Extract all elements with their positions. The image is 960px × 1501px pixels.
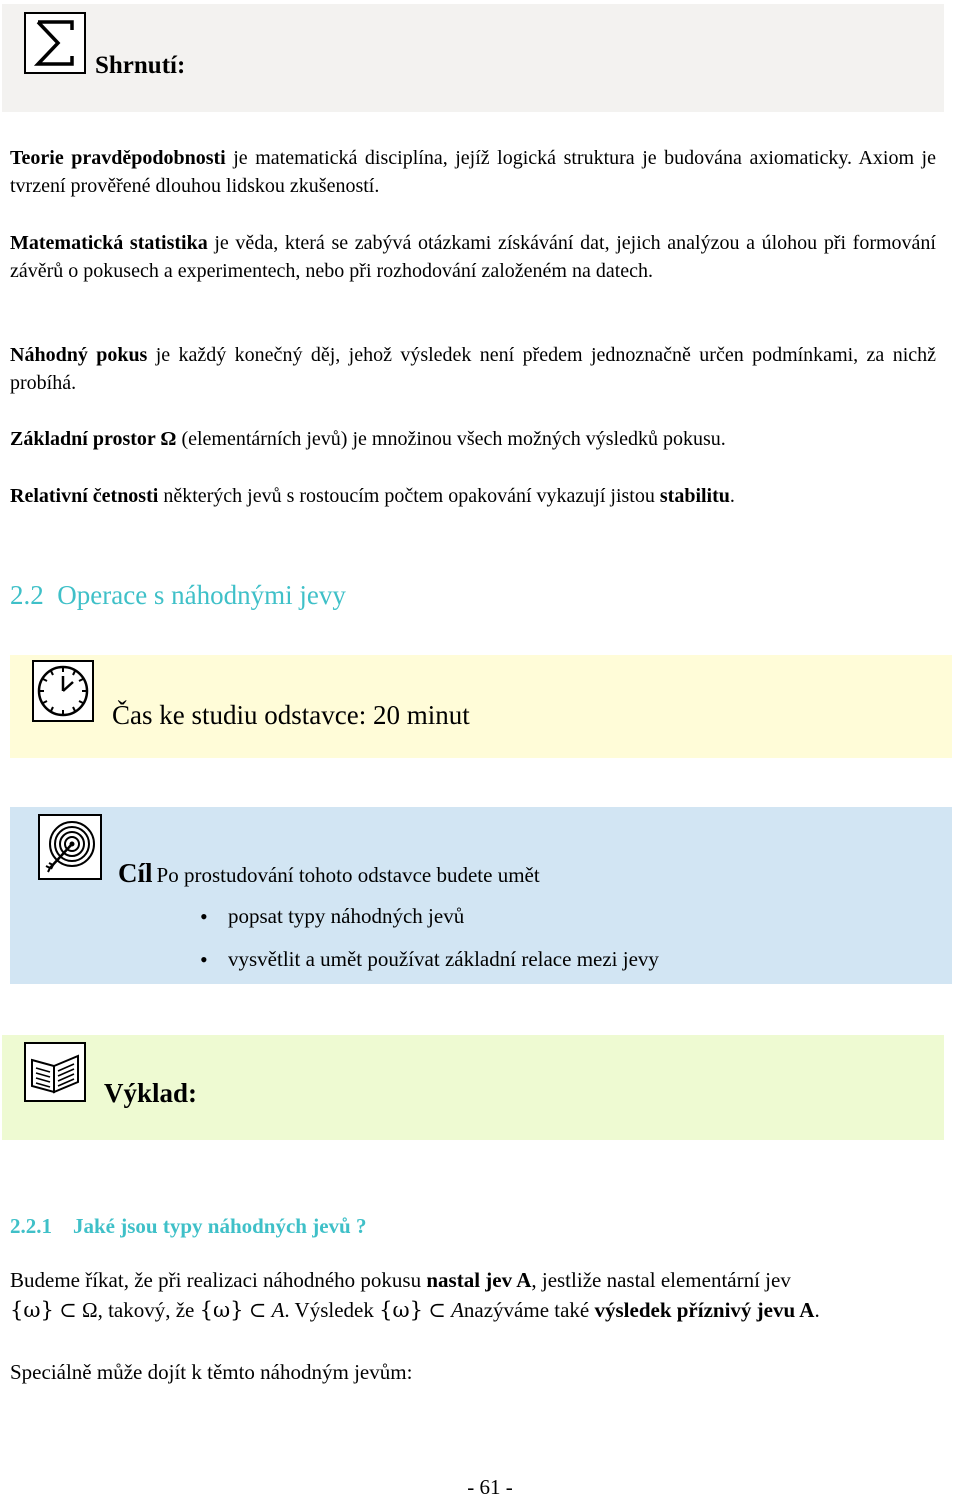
sigma-icon — [26, 14, 84, 72]
body-line-2: {ω} ⊂ Ω, takový, že {ω} ⊂ A. Výsledek {ω} ⊂ Anazýváme také výsledek příznivý jevu A. — [10, 1298, 820, 1322]
book-icon — [26, 1044, 84, 1100]
body-line-3: Speciálně může dojít k těmto náhodným jevům: — [10, 1360, 413, 1384]
goal-intro: Po prostudování tohoto odstavce budete umět — [156, 863, 540, 887]
term: Relativní četnosti — [10, 485, 159, 507]
goal-item: • popsat typy náhodných jevů — [228, 904, 464, 929]
subsection-heading: 2.2.1 Jaké jsou typy náhodných jevů ? — [10, 1214, 367, 1238]
summary-paragraph-3: Náhodný pokus je každý konečný děj, jehož výsledek není předem jednoznačně určen podmínkami, za nichž probíhá. — [10, 344, 936, 394]
page-number: - 61 - — [467, 1475, 513, 1499]
clock-icon-frame — [32, 660, 94, 722]
goal-item: • vysvětlit a umět používat základní relace mezi jevy — [228, 947, 659, 972]
target-icon-frame — [38, 814, 102, 880]
term: Teorie pravděpodobnosti — [10, 147, 226, 169]
explanation-title: Výklad: — [104, 1078, 198, 1108]
body-line-1: Budeme říkat, že při realizaci náhodného pokusu nastal jev A, jestliže nastal elementární jev — [10, 1268, 791, 1292]
sigma-icon-frame — [24, 12, 86, 74]
summary-paragraph-1: Teorie pravděpodobnosti je matematická disciplína, jejíž logická struktura je budována axiomaticky. Axiom je tvrzení prověřené dlouhou lidskou zkušeností. — [10, 147, 936, 197]
goal-label: Cíl — [118, 858, 153, 888]
summary-paragraph-2: Matematická statistika je věda, která se zabývá otázkami získávání dat, jejich analýzou a úlohou při formování závěrů o pokusech a experimentech, nebo při rozhodování založeném na datech. — [10, 232, 936, 282]
study-time-label: Čas ke studiu odstavce: — [112, 700, 367, 730]
summary-paragraph-5: Relativní četnosti některých jevů s rostoucím počtem opakování vykazují jistou stabilitu. — [10, 485, 735, 507]
target-icon — [40, 816, 100, 878]
clock-icon — [34, 662, 92, 720]
section-heading: 2.2 Operace s náhodnými jevy — [10, 580, 346, 610]
study-time-value: 20 minut — [372, 700, 470, 730]
subset-symbol: ⊂ — [59, 1298, 77, 1322]
summary-paragraph-4: Základní prostor Ω (elementárních jevů) je množinou všech možných výsledků pokusu. — [10, 428, 726, 450]
summary-title: Shrnutí: — [95, 52, 186, 79]
goal-line — [118, 858, 540, 889]
omega-set: {ω} — [10, 1298, 54, 1322]
term: Náhodný pokus — [10, 344, 148, 366]
term: Matematická statistika — [10, 232, 208, 254]
study-time-text — [112, 700, 470, 731]
book-icon-frame — [24, 1042, 86, 1102]
term: Základní prostor Ω — [10, 428, 177, 450]
